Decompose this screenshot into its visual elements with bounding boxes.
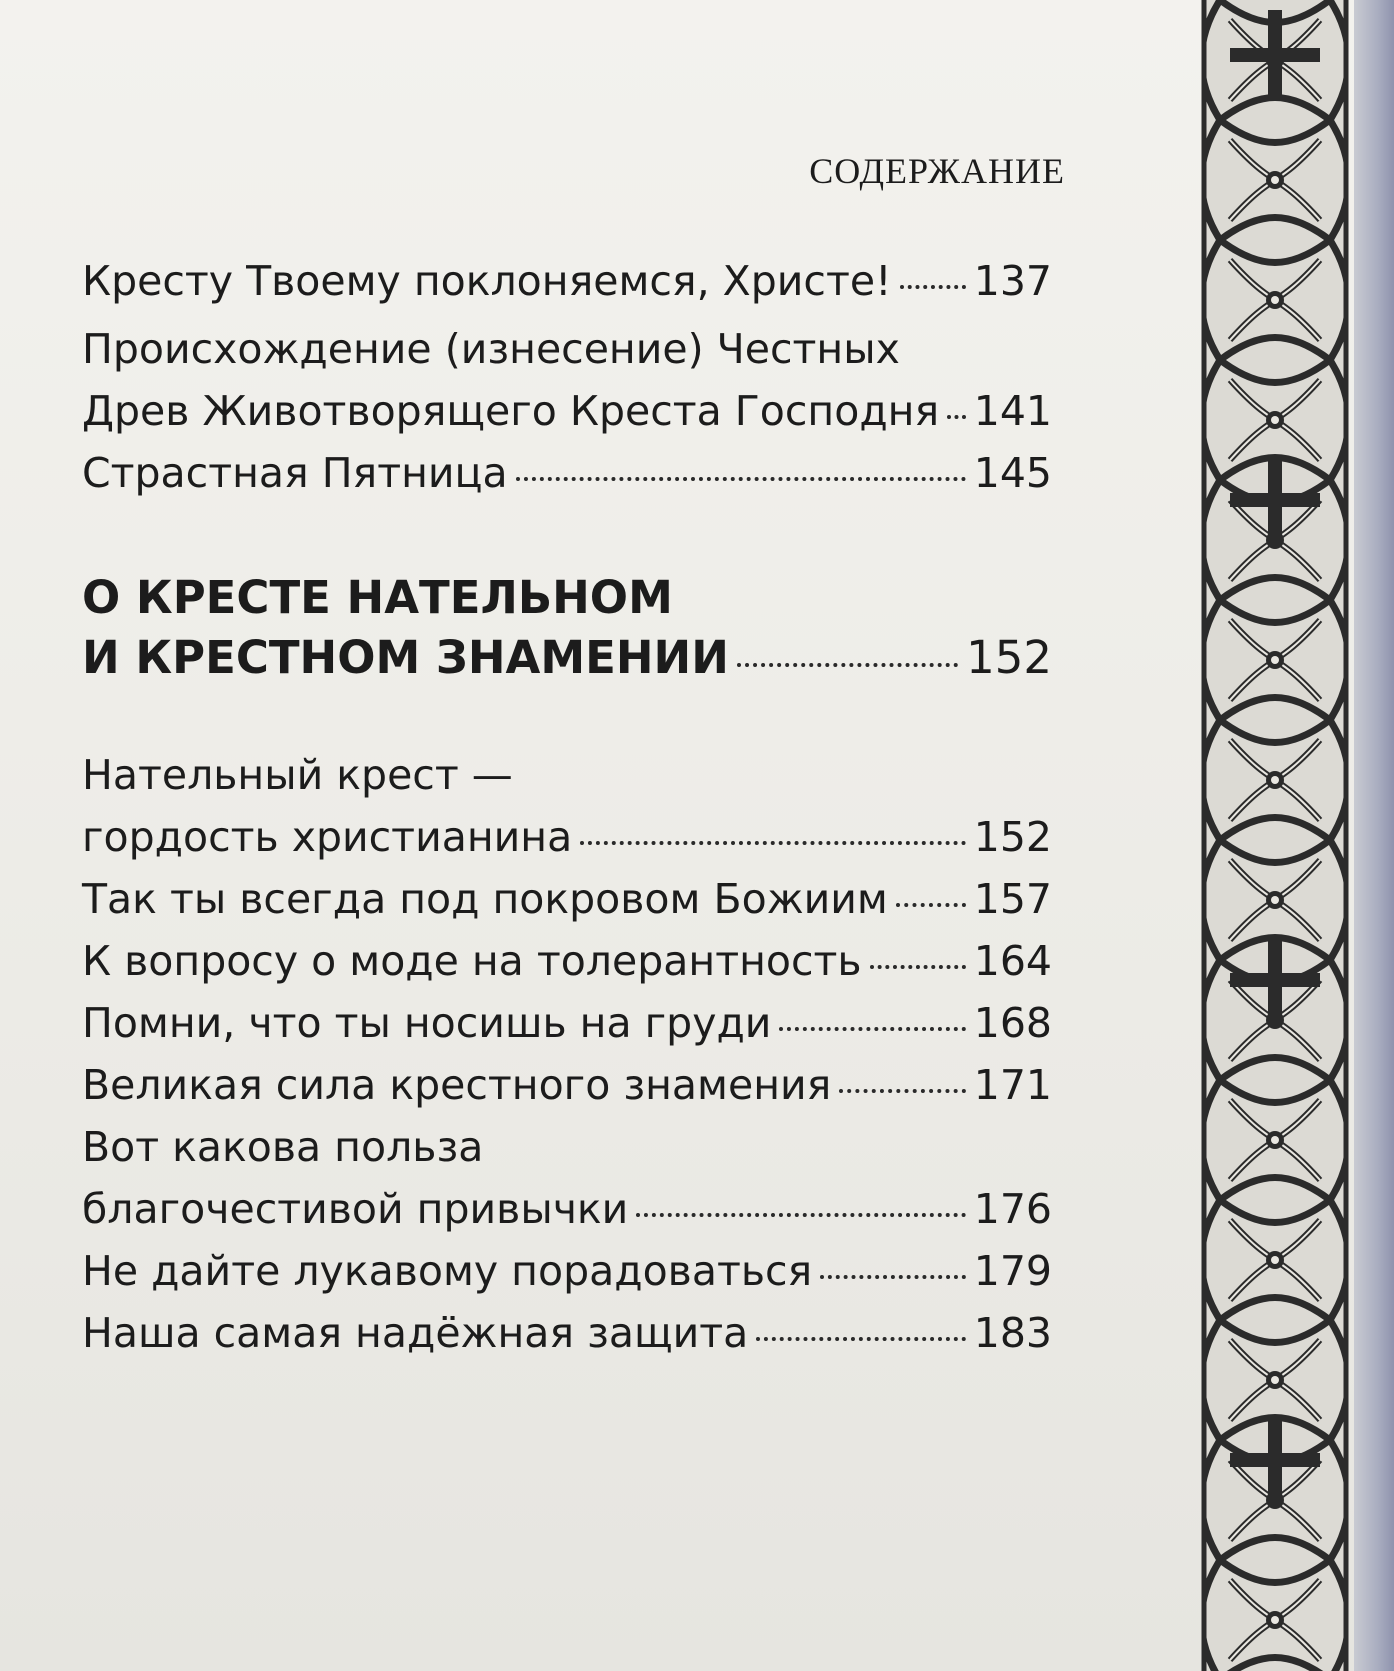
toc-entry (82, 442, 1052, 504)
toc-entry (82, 868, 1052, 930)
toc-entry (82, 930, 1052, 992)
leader-dots (839, 1083, 965, 1093)
toc-page-number: 179 (973, 1247, 1052, 1295)
toc-entry (82, 1302, 1052, 1364)
toc-entry (82, 1054, 1052, 1116)
table-of-contents (82, 250, 1052, 1364)
section-heading (82, 568, 1052, 688)
toc-entry (82, 1116, 1052, 1240)
toc-entry-title: Великая сила крестного знамения (82, 1061, 832, 1109)
toc-page-number: 176 (973, 1185, 1052, 1233)
leader-dots (516, 471, 966, 481)
toc-entry (82, 992, 1052, 1054)
toc-page-number: 183 (973, 1309, 1052, 1357)
toc-entry (82, 744, 1052, 868)
toc-entry-title: Нательный крест — (82, 751, 513, 799)
toc-entry (82, 1240, 1052, 1302)
leader-dots (900, 279, 966, 289)
leader-dots (870, 959, 966, 969)
leader-dots (896, 897, 966, 907)
toc-entry-title: Кресту Твоему поклоняемся, Христе! (82, 257, 892, 305)
leader-dots (737, 657, 958, 667)
ornamental-border-icon (1200, 0, 1350, 1671)
toc-entry-title: Вот какова польза (82, 1123, 484, 1171)
toc-entry-title: Помни, что ты носишь на груди (82, 999, 772, 1047)
toc-entry-title: К вопросу о моде на толерантность (82, 937, 862, 985)
toc-page-number: 145 (973, 449, 1052, 497)
toc-entry-title: Страстная Пятница (82, 449, 508, 497)
toc-entry (82, 250, 1052, 312)
toc-entry-title: Наша самая надёжная защита (82, 1309, 749, 1357)
toc-page-number: 152 (973, 813, 1052, 861)
toc-entry-title: Древ Животворящего Креста Господня (82, 387, 940, 435)
leader-dots (820, 1269, 966, 1279)
section-heading-line: И КРЕСТНОМ ЗНАМЕНИИ (82, 631, 729, 684)
section-heading-line: О КРЕСТЕ НАТЕЛЬНОМ (82, 571, 673, 624)
leader-dots (580, 835, 966, 845)
toc-page-number: 152 (966, 631, 1052, 684)
toc-page-number: 137 (973, 257, 1052, 305)
page-title: СОДЕРЖАНИЕ (809, 151, 1065, 191)
toc-entry (82, 318, 1052, 442)
toc-entry-title: гордость христианина (82, 813, 573, 861)
page-edge (1354, 0, 1394, 1671)
toc-entry-title: Происхождение (изнесение) Честных (82, 325, 900, 373)
toc-entry-title: Так ты всегда под покровом Божиим (82, 875, 888, 923)
toc-entry-title: Не дайте лукавому порадоваться (82, 1247, 813, 1295)
leader-dots (636, 1207, 965, 1217)
toc-page-number: 164 (973, 937, 1052, 985)
leader-dots (756, 1331, 965, 1341)
toc-page-number: 168 (973, 999, 1052, 1047)
toc-page-number: 171 (973, 1061, 1052, 1109)
toc-page-number: 157 (973, 875, 1052, 923)
toc-entry-title: благочестивой привычки (82, 1185, 629, 1233)
leader-dots (779, 1021, 965, 1031)
toc-page-number: 141 (973, 387, 1052, 435)
leader-dots (947, 409, 966, 419)
